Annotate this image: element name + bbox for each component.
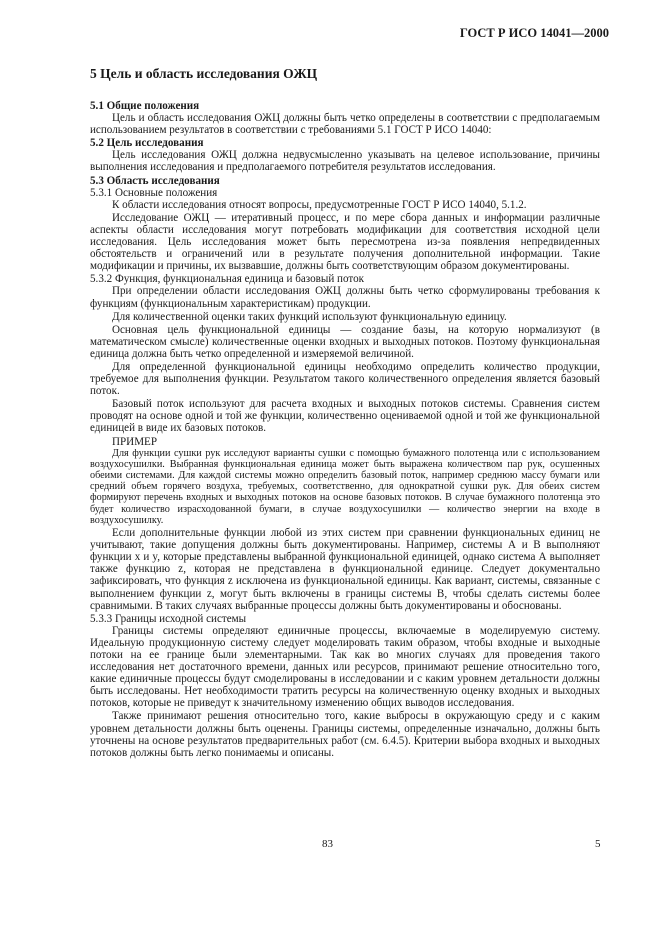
paragraph: Исследование ОЖЦ — итеративный процесс, и по мере сбора данных и информации различные аспекты области исследования могут потребовать модификации для соответствия исходной цели исследования. Цель исследования может быть пересмотрена из-за появления непредвиденных обстоятельств и ограничений или в результате получения дополнительной информации. Такие модификации и причины, их вызвавшие, должны быть соответствующим образом документированы. <box>90 211 600 273</box>
paragraph: Цель и область исследования ОЖЦ должны быть четко определены в соответствии с предполагаемым использованием результатов в соответствии с требованиями 5.1 ГОСТ Р ИСО 14040: <box>90 112 600 137</box>
paragraph: Цель исследования ОЖЦ должна недвусмысленно указывать на целевое использование, причины выполнения исследования и предполагаемого потребителя результатов исследования. <box>90 149 600 174</box>
page-content <box>90 66 600 760</box>
example-label: ПРИМЕР <box>112 435 158 448</box>
paragraph: Если дополнительные функции любой из этих систем при сравнении функциональных единиц не учитывают, такие допущения должны быть документированы. Например, системы А и В выполняют функции x и y, которые представлены выбранной функциональной единицей, однако система А выполняет также функцию z, которая не представлена в функциональной единице. Следует документально зафиксировать, что функция z исключена из функциональной единицы. Как вариант, системы, связанные с выполнением функции z, могут быть включены в границы системы В, чтобы сделать системы более сравнимыми. В таких случаях выбранные процессы должны быть документированы и обоснованы. <box>90 527 600 612</box>
section-title: 5 Цель и область исследования ОЖЦ <box>90 66 318 81</box>
paragraph: Для определенной функциональной единицы необходимо определить количество продукции, требуемое для выполнения функции. Результатом такого количественного определения является базовый поток. <box>90 360 600 398</box>
subsection-5-3-1-heading: 5.3.1 Основные положения <box>90 186 218 199</box>
page-number: 5 <box>595 838 601 850</box>
paragraph: Базовый поток используют для расчета входных и выходных потоков системы. Сравнения систем проводят на основе одной и той же функции, количественно оцениваемой одной и той же функциональной единицей в виде их базовых потоков. <box>90 398 600 435</box>
paragraph: Также принимают решения относительно того, какие выбросы в окружающую среду и с каким уровнем детальности должны быть оценены. Границы системы, определенные изначально, должны быть уточнены на основе результатов предварительных работ (см. 6.4.5). Критерии выбора входных и выходных потоков должны быть легко понимаемы и описаны. <box>90 710 600 759</box>
subsection-5-3-heading: 5.3 Область исследования <box>90 174 220 187</box>
footer-number: 83 <box>322 838 333 850</box>
paragraph: Границы системы определяют единичные процессы, включаемые в моделируемую систему. Идеальную продукционную систему следует моделировать таким образом, чтобы входные и выходные потоки на ее границе были элементарными. Так как во многих случаях для проведения такого исследования нет достаточного времени, данных или ресурсов, принимают решение относительно того, какие единичные процессы будут смоделированы в исследовании и с каким уровнем детальности должны быть исследованы. Нет необходимости тратить ресурсы на количественную оценку входных и выходных потоков, которые не приведут к значительному изменению общих выводов исследования. <box>90 624 600 710</box>
subsection-5-1-heading: 5.1 Общие положения <box>90 100 200 112</box>
example-text: Для функции сушки рук исследуют варианты сушки с помощью бумажного полотенца или с использованием воздухосушилки. Выбранная функциональная единица может быть выражена количеством пар рук, осушенных обеими системами. Для каждой системы можно определить базовый поток, например среднюю массу бумаги или средний объем горячего воздуха, требуемых, соответственно, для однократной сушки рук. Для обеих систем формируют перечень входных и выходных потоков на основе базовых потоков. В случае бумажного полотенца это будет количество израсходованной бумаги, в случае воздухосушилки — количество энергии на входе в воздухосушилку. <box>90 447 600 526</box>
paragraph: Основная цель функциональной единицы — создание базы, на которую нормализуют (в математическом смысле) количественные оценки входных и выходных потоков. Поэтому функциональная единица должна быть четко определенной и измеряемой величиной. <box>90 323 600 360</box>
paragraph: При определении области исследования ОЖЦ должны быть четко сформулированы требования к функциям (функциональным характеристикам) продукции. <box>90 285 600 310</box>
subsection-5-2-heading: 5.2 Цель исследования <box>90 137 204 150</box>
subsection-5-3-2-heading: 5.3.2 Функция, функциональная единица и базовый поток <box>90 273 365 286</box>
subsection-5-3-3-heading: 5.3.3 Границы исходной системы <box>90 612 247 625</box>
document-header: ГОСТ Р ИСО 14041—2000 <box>459 26 609 40</box>
paragraph: К области исследования относят вопросы, предусмотренные ГОСТ Р ИСО 14040, 5.1.2. <box>112 198 527 211</box>
paragraph: Для количественной оценки таких функций используют функциональную единицу. <box>112 310 507 323</box>
